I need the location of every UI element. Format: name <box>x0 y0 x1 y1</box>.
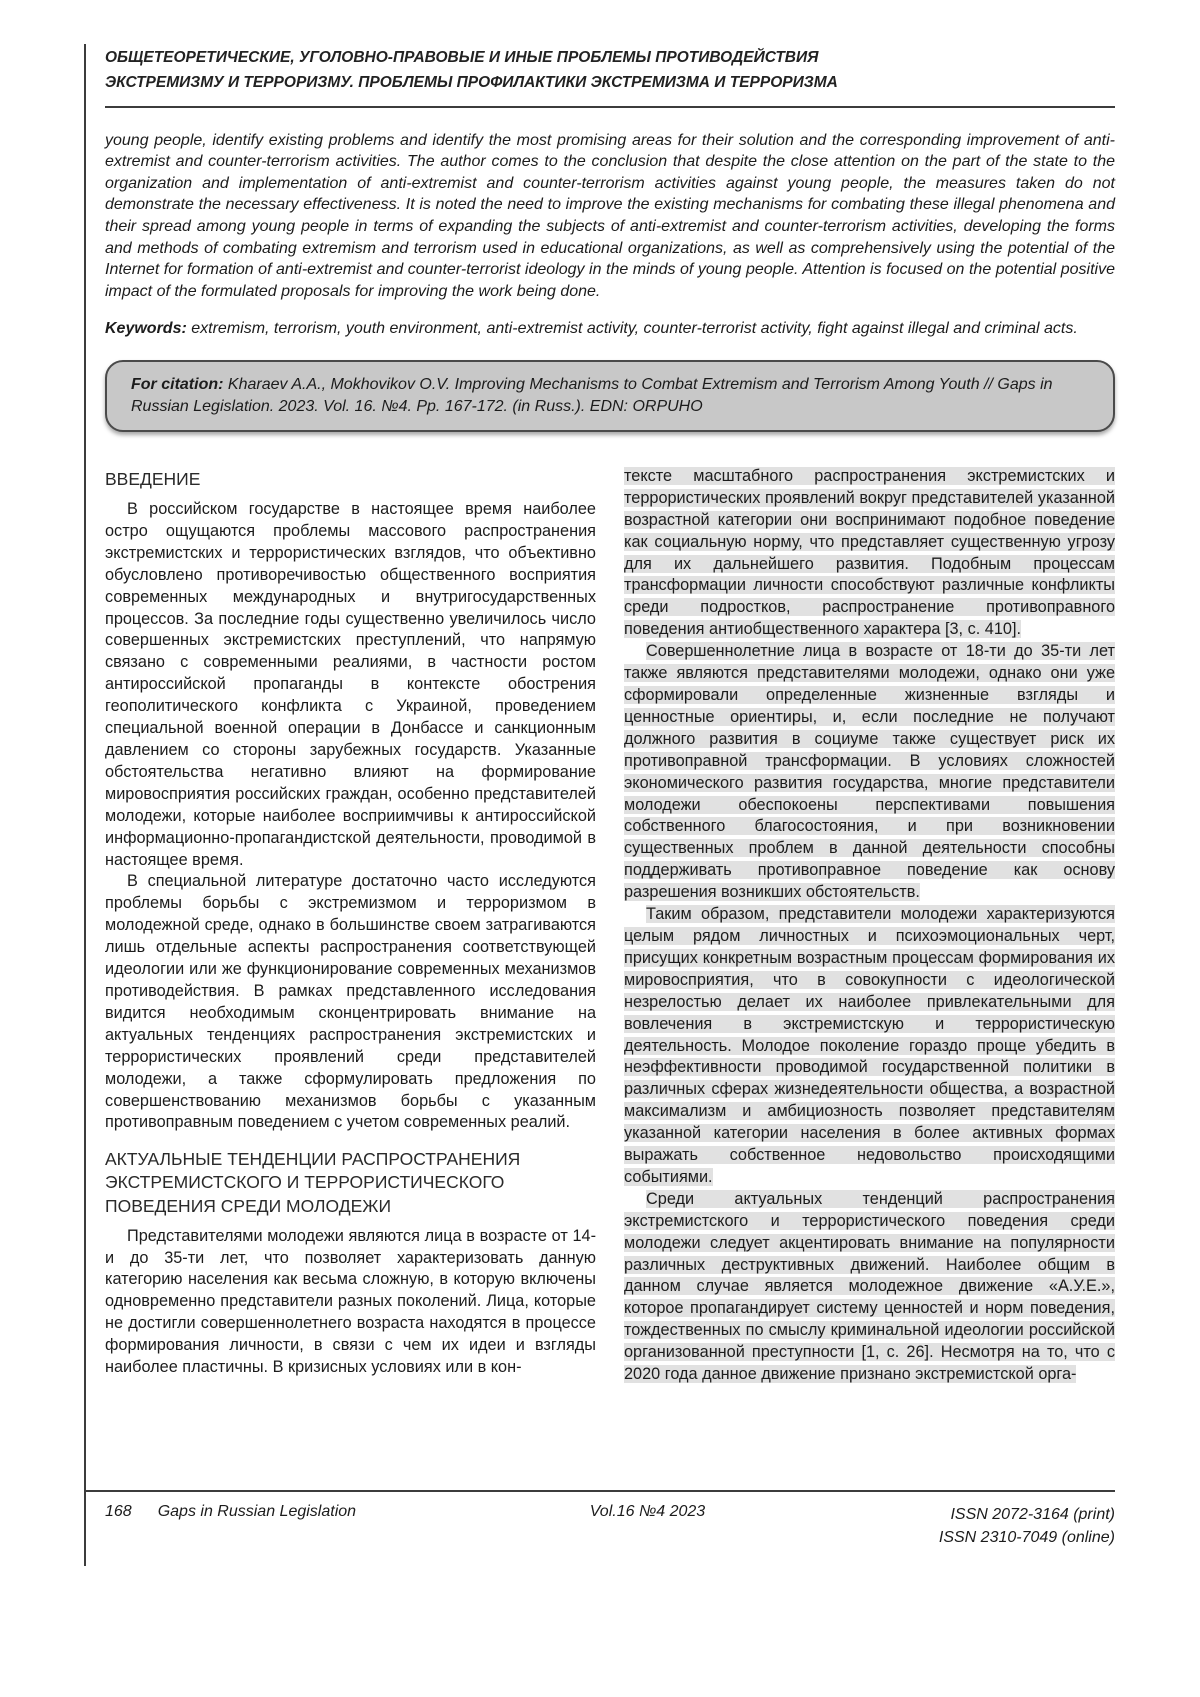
page-footer <box>85 1490 1115 1549</box>
citation-text: Kharaev A.A., Mokhovikov O.V. Improving Mechanisms to Combat Extremism and Terrorism Among Youth // Gaps in Russian Legislation. 2023. Vol. 16. №4. Pp. 167-172. (in Russ.). EDN: ORPUHO <box>131 375 1053 415</box>
paragraph: В российском государстве в настоящее время наиболее остро ощущаются проблемы массового распространения экстремистских и террористических взглядов, что объективно обусловлено противоречивостью общественного восприятия современных международных и внутригосударственных процессов. За последние годы существенно увеличилось число совершенных экстремистских преступлений, что напрямую связано с современными реалиями, в частности ростом антироссийской пропаганды в контексте обострения геополитического конфликта с Украиной, проведением специальной военной операции в Донбассе и санкционным давлением со стороны зарубежных государств. Указанные обстоятельства негативно влияют на формирование мировосприятия российских граждан, особенно представителей молодежи, которые наиболее восприимчивы к антироссийской информационно-пропагандистской деятельности, проводимой в настоящее время. <box>105 500 596 869</box>
issn-print: ISSN 2072-3164 (print) <box>950 1506 1115 1523</box>
footer-issue: Vol.16 №4 2023 <box>589 1503 706 1520</box>
running-head-line2: ЭКСТРЕМИЗМУ И ТЕРРОРИЗМУ. ПРОБЛЕМЫ ПРОФИЛАКТИКИ ЭКСТРЕМИЗМА И ТЕРРОРИЗМА <box>105 73 838 91</box>
page-number: 168 <box>105 1503 132 1520</box>
keywords-text: extremism, terrorism, youth environment, anti-extremist activity, counter-terrorist activity, fight against illegal and criminal acts. <box>191 320 1078 338</box>
running-head <box>105 0 1115 108</box>
citation-label: For citation: <box>131 375 224 393</box>
issn-online: ISSN 2310-7049 (online) <box>938 1529 1115 1546</box>
abstract-text: young people, identify existing problems and identify the most promising areas for their solution and the corresponding improvement of anti-extremist and counter-terrorism activities. The author comes to the conclusion that despite the close attention on the part of the state to the organization and implementation of anti-extremist and counter-terrorism activities against young people, the measures taken do not demonstrate the necessary effectiveness. It is noted the need to improve the existing mechanisms for combating these illegal phenomena and their spread among young people in terms of expanding the subjects of anti-extremist and counter-terrorism activities, developing the forms and methods of combating extremism and terrorism used in educational organizations, as well as comprehensively using the potential of the Internet for formation of anti-extremist and counter-terrorist ideology in the minds of young people. Attention is focused on the potential positive impact of the formulated proposals for improving the work being done. <box>105 131 1115 300</box>
page-content <box>105 0 1115 1386</box>
highlighted-text: тексте масштабного распространения экстремистских и террористических проявлений вокруг представителей указанной возрастной категории они воспринимают подобное поведение как социальную норму, что представляет существенную угрозу для их дальнейшего развития. Подобным процессам трансформации личности способствуют различные конфликты среди подростков, распространение противоправного поведения антиобщественного характера [3, с. 410]. <box>624 466 1115 639</box>
highlighted-text: Таким образом, представители молодежи характеризуются целым рядом личностных и психоэмоциональных черт, присущих конкретным возрастным процессам формирования их мировосприятия, что в совокупности с идеологической незрелостью делает их наиболее привлекательными для вовлечения в экстремистскую и террористическую деятельность. Молодое поколение гораздо проще убедить в неэффективности проводимой государственной политики в различных сферах жизнедеятельности общества, а возрастной максимализм и амбициозность позволяет представителям указанной категории населения в более активных формах выражать собственное недовольство происходящими событиями. <box>624 905 1115 1186</box>
paragraph <box>624 1189 1115 1386</box>
left-column <box>105 466 596 1386</box>
citation-box <box>105 360 1115 432</box>
running-head-line1: ОБЩЕТЕОРЕТИЧЕСКИЕ, УГОЛОВНО-ПРАВОВЫЕ И ИНЫЕ ПРОБЛЕМЫ ПРОТИВОДЕЙСТВИЯ <box>105 49 819 66</box>
keywords-line <box>105 318 1115 340</box>
journal-title: Gaps in Russian Legislation <box>157 1503 357 1520</box>
right-column <box>624 466 1115 1386</box>
section-heading-introduction: ВВЕДЕНИЕ <box>105 468 201 489</box>
footer-left <box>85 1503 356 1521</box>
paragraph <box>624 466 1115 641</box>
left-margin-rule <box>84 44 86 1566</box>
paragraph <box>624 641 1115 904</box>
paragraph: В специальной литературе достаточно часто исследуются проблемы борьбы с экстремизмом и терроризмом в молодежной среде, однако в большинстве своем затрагиваются лишь отдельные аспекты распространения соответствующей идеологии или же функционирование современных механизмов противодействия. В рамках представленного исследования видится необходимым сконцентрировать внимание на актуальных тенденциях распространения экстремистских и террористических проявлений среди представителей молодежи, а также сформулировать предложения по совершенствованию механизмов борьбы с указанным противоправным поведением с учетом современных реалий. <box>105 872 596 1132</box>
footer-issn <box>939 1503 1115 1549</box>
keywords-label: Keywords: <box>105 320 187 338</box>
section-heading-trends: АКТУАЛЬНЫЕ ТЕНДЕНЦИИ РАСПРОСТРАНЕНИЯ ЭКСТРЕМИСТСКОГО И ТЕРРОРИСТИЧЕСКОГО ПОВЕДЕНИЯ СРЕДИ МОЛОДЕЖИ <box>105 1149 521 1216</box>
paragraph: Представителями молодежи являются лица в возрасте от 14-и до 35-ти лет, что позволяет характеризовать данную категорию населения как весьма сложную, в которую включены одновременно представители разных поколений. Лица, которые не достигли совершеннолетнего возраста находятся в процессе формирования личности, в связи с чем их идеи и взгляды наиболее пластичны. В кризисных условиях или в кон- <box>105 1226 596 1377</box>
highlighted-text: Среди актуальных тенденций распространения экстремистского и террористического поведения среди молодежи следует акцентировать внимание на популярности различных деструктивных движений. Наиболее общим в данном случае является молодежное движение «А.У.Е.», которое пропагандирует систему ценностей и норм поведения, тождественных по смыслу криминальной идеологии российской организованной преступности [1, с. 26]. Несмотря на то, что с 2020 года данное движение признано экстремистской орга- <box>624 1189 1115 1384</box>
two-column-body <box>105 466 1115 1386</box>
highlighted-text: Совершеннолетние лица в возрасте от 18-ти до 35-ти лет также являются представителями молодежи, однако они уже сформировали определенные жизненные взгляды и ценностные ориентиры, и, если последние не получают должного развития в социуме также существует риск их противоправной трансформации. В условиях сложностей экономического развития государства, многие представители молодежи обеспокоены перспективами повышения собственного благосостояния, и при возникновении существенных проблем в данной деятельности способны поддерживать противоправное поведение как основу разрешения возникших обстоятельств. <box>624 642 1115 902</box>
paragraph <box>624 904 1115 1189</box>
